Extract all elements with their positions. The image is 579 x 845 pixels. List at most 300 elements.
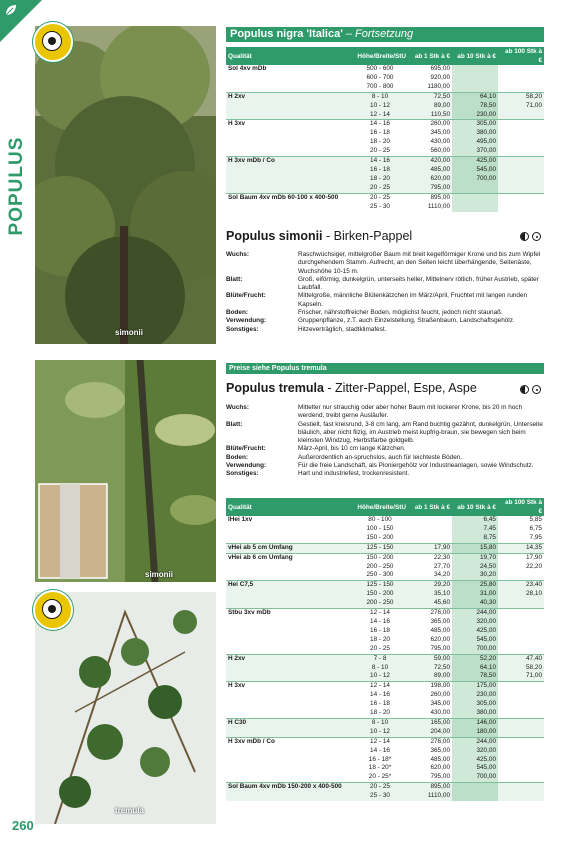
table-cell: 72,50	[408, 92, 452, 101]
table-cell: 7,95	[529, 533, 542, 541]
table-row	[226, 709, 544, 718]
detail-label: Sonstiges:	[226, 470, 259, 478]
table-cell: Sol 4xv mDb	[228, 65, 267, 72]
table-cell	[226, 747, 352, 756]
table-cell: 18 - 20	[352, 175, 408, 184]
plant-title-simonii: Populus simonii - Birken-Pappel	[226, 229, 413, 243]
table-cell: 380,00	[452, 709, 498, 718]
table-cell: 204,00	[408, 728, 452, 737]
table-cell	[498, 571, 544, 580]
table-cell: 345,00	[430, 700, 450, 708]
table-cell: 27,70	[434, 562, 450, 570]
table-cell: 276,00	[408, 609, 452, 618]
section-header-italica: Populus nigra 'Italica' – Fortsetzung	[226, 27, 544, 42]
table-cell	[226, 691, 352, 700]
table-row	[226, 74, 544, 83]
table-row	[226, 654, 544, 663]
detail-row	[226, 470, 544, 478]
column-header: ab 100 Stk à €	[498, 47, 544, 65]
detail-label: Blatt:	[226, 420, 243, 428]
table-cell	[452, 184, 498, 193]
detail-row	[226, 421, 544, 446]
table-cell	[498, 783, 544, 792]
table-cell: 22,30	[408, 553, 452, 562]
half-shade-icon	[520, 232, 529, 241]
detail-row	[226, 292, 544, 309]
bee-friendly-badge-icon	[33, 590, 73, 630]
photo-caption: simonii	[115, 328, 144, 337]
table-cell: 29,20	[408, 581, 452, 590]
table-cell: 305,00	[452, 120, 498, 129]
detail-label: Verwendung:	[226, 317, 267, 325]
column-header: ab 10 Stk à €	[452, 498, 498, 516]
table-cell: 18 - 20	[370, 709, 390, 717]
table-cell	[498, 166, 544, 175]
table-cell	[498, 627, 544, 636]
column-header: Höhe/Breite/StU	[352, 47, 408, 65]
table-row	[226, 581, 544, 590]
table-cell: 425,00	[452, 756, 498, 765]
table-row	[226, 783, 544, 792]
table-cell: 18 - 20*	[368, 764, 392, 772]
table-cell: 920,00	[430, 73, 450, 81]
table-cell: 25 - 30	[370, 202, 390, 210]
table-cell: 18 - 20	[370, 138, 390, 146]
table-cell: 20 - 25	[352, 783, 408, 792]
detail-label: Verwendung:	[226, 462, 267, 470]
table-cell: 6,45	[452, 516, 498, 525]
table-cell: 125 - 150	[352, 543, 408, 553]
table-row	[226, 627, 544, 636]
table-cell: 1110,00	[408, 792, 452, 801]
table-cell: 19,70	[452, 553, 498, 562]
column-header: ab 1 Stk à €	[408, 498, 452, 516]
detail-row	[226, 309, 544, 317]
table-cell: 8 - 10	[352, 92, 408, 101]
table-cell	[498, 147, 544, 156]
table-row	[226, 203, 544, 212]
table-cell: 89,00	[408, 102, 452, 111]
table-cell: 795,00	[430, 773, 450, 781]
table-cell	[498, 138, 544, 147]
table-cell	[226, 525, 352, 534]
table-cell	[452, 203, 498, 212]
detail-value: Mittelter nur strauchig oder aber hoher Baum mit lockerer Krone, bis 20 m hoch werdend, treibt gerne Ausläufer.	[298, 404, 523, 420]
detail-value: Gruppenpflanze, z.T. auch Einzelstellung, Straßenbaum, Landschaftsgehölz.	[298, 317, 515, 325]
table-cell	[498, 645, 544, 654]
table-cell: 700,00	[452, 773, 498, 782]
table-cell: 17,90	[408, 543, 452, 553]
table-row	[226, 682, 544, 691]
table-cell: 795,00	[408, 184, 452, 193]
table-cell: 485,00	[430, 755, 450, 763]
table-cell: 260,00	[430, 691, 450, 699]
table-row	[226, 175, 544, 184]
table-row	[226, 129, 544, 138]
detail-value: Hart und industriefest, trockenresistent.	[298, 470, 410, 478]
table-cell: 14,35	[498, 543, 544, 553]
table-cell: 34,20	[434, 571, 450, 579]
table-cell: 52,20	[452, 654, 498, 663]
table-cell: Sol Baum 4xv mDb 60-100 x 400-500	[226, 193, 352, 202]
table-cell	[408, 525, 452, 534]
table-cell: 15,80	[452, 543, 498, 553]
table-row	[226, 166, 544, 175]
detail-row	[226, 454, 544, 462]
table-cell: 6,75	[529, 524, 542, 532]
column-header: Qualität	[226, 47, 352, 65]
table-cell	[498, 157, 544, 166]
detail-value: Für die freie Landschaft, als Pioniergehölz vor Industrieanlagen, sowie Windschutz.	[298, 462, 534, 470]
photo-simonii-trunk	[35, 360, 216, 582]
table-cell: 620,00	[430, 764, 450, 772]
table-cell: 600 - 700	[366, 73, 394, 81]
table-cell	[226, 138, 352, 147]
table-cell	[498, 773, 544, 782]
table-cell: 18 - 20	[370, 635, 390, 643]
table-cell: 150 - 200	[352, 590, 408, 599]
table-cell: Sol Baum 4xv mDb 150-200 x 400-500	[226, 783, 352, 792]
table-cell: 20 - 25	[370, 644, 390, 652]
table-cell: 165,00	[408, 718, 452, 727]
table-cell	[498, 636, 544, 645]
table-cell	[452, 783, 498, 792]
table-row	[226, 618, 544, 627]
table-cell	[498, 65, 544, 74]
table-cell: 14 - 16	[370, 617, 390, 625]
table-cell: 500 - 600	[366, 65, 394, 72]
detail-value: März-April, bis 10 cm lange Kätzchen.	[298, 445, 406, 453]
table-cell	[498, 175, 544, 184]
table-cell: 485,00	[430, 626, 450, 634]
price-table-italica	[226, 47, 544, 212]
table-cell: 895,00	[408, 193, 452, 202]
table-cell	[226, 129, 352, 138]
table-cell: H 3xv mDb / Co	[226, 157, 352, 166]
table-row	[226, 184, 544, 193]
table-cell: 230,00	[452, 691, 498, 700]
photo-caption: tremula	[115, 806, 144, 815]
table-cell: 14 - 16	[352, 157, 408, 166]
table-cell: 620,00	[430, 635, 450, 643]
half-shade-icon	[520, 385, 529, 394]
table-cell: 380,00	[452, 129, 498, 138]
table-cell: 25,80	[452, 581, 498, 590]
column-header: ab 10 Stk à €	[452, 47, 498, 65]
table-cell	[498, 618, 544, 627]
table-row	[226, 111, 544, 120]
table-cell: 485,00	[408, 166, 452, 175]
table-cell	[498, 756, 544, 765]
table-row	[226, 147, 544, 156]
note-tremula-prices: Preise siehe Populus tremula	[226, 363, 544, 374]
detail-label: Sonstiges:	[226, 325, 259, 333]
table-cell	[498, 682, 544, 691]
table-cell	[498, 764, 544, 773]
table-cell: 16 - 18	[370, 129, 390, 137]
table-cell	[226, 709, 352, 718]
table-cell: 430,00	[430, 709, 450, 717]
table-cell: 30,20	[452, 571, 498, 580]
table-cell: 40,30	[452, 599, 498, 608]
table-row	[226, 737, 544, 746]
table-cell: 14 - 16	[370, 691, 390, 699]
table-cell: 276,00	[408, 737, 452, 746]
table-cell: 35,10	[408, 590, 452, 599]
table-row	[226, 534, 544, 543]
side-title: POPULUS	[6, 136, 27, 236]
table-cell: 25 - 30	[352, 792, 408, 801]
table-cell: 45,60	[408, 599, 452, 608]
table-cell: 14 - 16	[352, 120, 408, 129]
table-row	[226, 83, 544, 92]
table-row	[226, 543, 544, 553]
table-cell: 425,00	[452, 157, 498, 166]
detail-row	[226, 276, 544, 293]
table-cell: 545,00	[452, 764, 498, 773]
detail-row	[226, 445, 544, 453]
table-cell: 7 - 8	[352, 654, 408, 663]
table-cell	[498, 709, 544, 718]
detail-row	[226, 317, 544, 325]
table-cell: 14 - 16	[370, 746, 390, 754]
table-cell	[226, 590, 352, 599]
table-cell	[226, 627, 352, 636]
table-cell: 320,00	[452, 618, 498, 627]
table-cell: 10 - 12	[352, 102, 408, 111]
detail-row	[226, 404, 544, 421]
table-row	[226, 664, 544, 673]
table-row	[226, 756, 544, 765]
table-cell: 695,00	[430, 65, 450, 72]
table-cell: 244,00	[452, 609, 498, 618]
table-cell	[498, 193, 544, 202]
table-cell: 8,75	[452, 534, 498, 543]
table-cell: 10 - 12	[352, 672, 408, 681]
table-cell	[226, 102, 352, 111]
table-cell: H C30	[226, 718, 352, 727]
table-cell	[226, 534, 352, 543]
table-cell	[498, 120, 544, 129]
price-table-tremula	[226, 498, 544, 801]
table-cell	[498, 609, 544, 618]
table-cell: 110,50	[408, 111, 452, 120]
detail-label: Boden:	[226, 309, 249, 317]
table-cell: H 3xv	[226, 120, 352, 129]
table-cell	[452, 65, 498, 74]
table-row	[226, 636, 544, 645]
table-row	[226, 599, 544, 608]
table-cell	[226, 111, 352, 120]
table-row	[226, 193, 544, 202]
table-cell: 58,20	[498, 664, 544, 673]
table-cell	[226, 764, 352, 773]
table-cell: 365,00	[430, 617, 450, 625]
table-row	[226, 609, 544, 618]
table-row	[226, 764, 544, 773]
table-cell: 20 - 25	[352, 184, 408, 193]
table-cell: 20 - 25*	[368, 773, 392, 781]
detail-label: Wuchs:	[226, 404, 249, 411]
table-cell: 200 - 250	[352, 599, 408, 608]
table-cell	[226, 645, 352, 654]
table-cell: 795,00	[430, 644, 450, 652]
table-cell	[408, 516, 452, 525]
table-cell: 23,40	[498, 581, 544, 590]
table-cell: 5,85	[529, 516, 542, 523]
table-cell: 260,00	[408, 120, 452, 129]
table-cell: 175,00	[452, 682, 498, 691]
table-cell: 365,00	[430, 746, 450, 754]
table-cell: 200 - 250	[366, 562, 394, 570]
table-cell: 12 - 14	[352, 737, 408, 746]
table-cell: 620,00	[408, 175, 452, 184]
table-cell: 1180,00	[427, 82, 450, 90]
table-cell: 89,00	[408, 672, 452, 681]
sun-icon	[532, 385, 541, 394]
table-cell	[498, 691, 544, 700]
table-cell: 28,10	[498, 590, 544, 599]
table-row	[226, 525, 544, 534]
table-cell: 12 - 14	[352, 111, 408, 120]
table-cell: 244,00	[452, 737, 498, 746]
detail-value: Gestielt, fast kreisrund, 3-8 cm lang, am Rand buchtig gezähnt, dunkelgrün, Unterseite bläulich, aber nicht filzig, im Austrieb meist kupfrig-braun, sie bewegen sich beim kleinsten Windzug, Herbstfarbe goldgelb.	[298, 420, 543, 445]
table-cell	[226, 83, 352, 92]
table-cell: H 3xv mDb / Co	[226, 737, 352, 746]
table-cell	[226, 74, 352, 83]
table-row	[226, 672, 544, 681]
table-cell: 59,00	[408, 654, 452, 663]
leaf-icon	[4, 3, 18, 17]
details-simonii	[226, 251, 544, 334]
table-cell	[226, 672, 352, 681]
table-cell: 64,10	[452, 664, 498, 673]
table-cell: 20 - 25	[370, 147, 390, 155]
detail-value: Hitzeverträglich, stadtklimafest.	[298, 325, 387, 333]
table-row	[226, 718, 544, 727]
photo-caption: simonii	[145, 570, 174, 579]
table-row	[226, 120, 544, 129]
table-cell: 305,00	[452, 700, 498, 709]
detail-value: Mittelgroße, männliche Blütenkätzchen im März/April, Fruchtet mit langen runden Kapseln.	[298, 292, 528, 308]
table-cell: 17,90	[498, 553, 544, 562]
table-cell	[226, 166, 352, 175]
table-cell: 16 - 18	[370, 700, 390, 708]
table-row	[226, 571, 544, 580]
sun-icon	[532, 232, 541, 241]
table-cell: 370,00	[452, 147, 498, 156]
table-cell: 24,50	[452, 563, 498, 572]
column-header: Qualität	[226, 498, 352, 516]
table-cell: 16 - 18	[352, 166, 408, 175]
table-cell	[226, 700, 352, 709]
plant-title-tremula: Populus tremula - Zitter-Pappel, Espe, Aspe	[226, 381, 477, 395]
table-cell: 71,00	[498, 672, 544, 681]
table-cell	[226, 599, 352, 608]
table-cell: 150 - 200	[366, 533, 394, 541]
table-cell: 80 - 100	[368, 516, 392, 523]
table-cell	[452, 193, 498, 202]
table-cell	[498, 792, 544, 801]
table-cell: H 3xv	[226, 682, 352, 691]
table-cell: 72,50	[408, 664, 452, 673]
table-cell	[498, 700, 544, 709]
table-cell: 345,00	[430, 129, 450, 137]
detail-label: Blüte/Frucht:	[226, 292, 266, 300]
table-cell: 8 - 10	[352, 718, 408, 727]
table-cell: 146,00	[452, 718, 498, 727]
table-cell: 125 - 150	[352, 581, 408, 590]
table-cell: 700,00	[452, 175, 498, 184]
detail-value: Raschwüchsiger, mittelgroßer Baum mit breit kegelförmiger Krone und bis zum Wipfel durchgehendem Stamm. Aufrecht, an den Seiten leicht überhängende, Seitenäste, Wuchshöhe 10-15 m.	[298, 251, 541, 275]
table-cell	[498, 184, 544, 193]
table-cell	[226, 175, 352, 184]
detail-label: Boden:	[226, 453, 249, 461]
table-cell	[498, 203, 544, 212]
table-row	[226, 563, 544, 572]
table-cell	[226, 203, 352, 212]
table-cell: H 2xv	[226, 92, 352, 101]
table-cell: Stbu 3xv mDb	[226, 609, 352, 618]
table-cell: 8 - 10	[352, 664, 408, 673]
detail-row	[226, 326, 544, 334]
table-row	[226, 553, 544, 562]
photo-simonii-tree	[35, 26, 216, 344]
detail-label: Blatt:	[226, 275, 243, 283]
detail-value: Außerordentlich an-spruchslos, auch für leichteste Böden.	[298, 453, 463, 461]
table-cell: 78,50	[452, 672, 498, 681]
table-cell: 545,00	[452, 166, 498, 175]
table-cell: 16 - 18	[370, 626, 390, 634]
table-row	[226, 590, 544, 599]
table-cell: 64,10	[452, 92, 498, 101]
table-cell	[226, 756, 352, 765]
table-row	[226, 747, 544, 756]
table-cell: 250 - 300	[366, 571, 394, 579]
table-cell: vHei ab 6 cm Umfang	[226, 553, 352, 562]
table-cell: 150 - 200	[352, 553, 408, 562]
table-cell: 700,00	[452, 645, 498, 654]
detail-label: Blüte/Frucht:	[226, 445, 266, 453]
table-row	[226, 102, 544, 111]
table-cell: 7,45	[452, 525, 498, 534]
table-cell	[226, 571, 352, 580]
table-cell: 495,00	[452, 138, 498, 147]
table-cell: 22,20	[526, 562, 542, 570]
page-number: 260	[12, 818, 34, 833]
table-cell: 10 - 12	[352, 728, 408, 737]
table-cell: 320,00	[452, 747, 498, 756]
table-row	[226, 516, 544, 525]
table-cell: 16 - 18*	[368, 755, 392, 763]
table-row	[226, 728, 544, 737]
table-cell: 20 - 25	[352, 193, 408, 202]
table-row	[226, 138, 544, 147]
table-cell	[226, 618, 352, 627]
table-cell	[226, 563, 352, 572]
table-cell: 78,50	[452, 102, 498, 111]
table-cell	[498, 718, 544, 727]
column-header: ab 1 Stk à €	[408, 47, 452, 65]
table-cell	[498, 83, 544, 92]
table-cell	[226, 147, 352, 156]
table-cell	[498, 728, 544, 737]
table-cell	[498, 599, 544, 608]
table-cell: 180,00	[452, 728, 498, 737]
table-cell	[498, 747, 544, 756]
column-header: ab 100 Stk à €	[498, 498, 544, 516]
table-cell: 198,00	[408, 682, 452, 691]
